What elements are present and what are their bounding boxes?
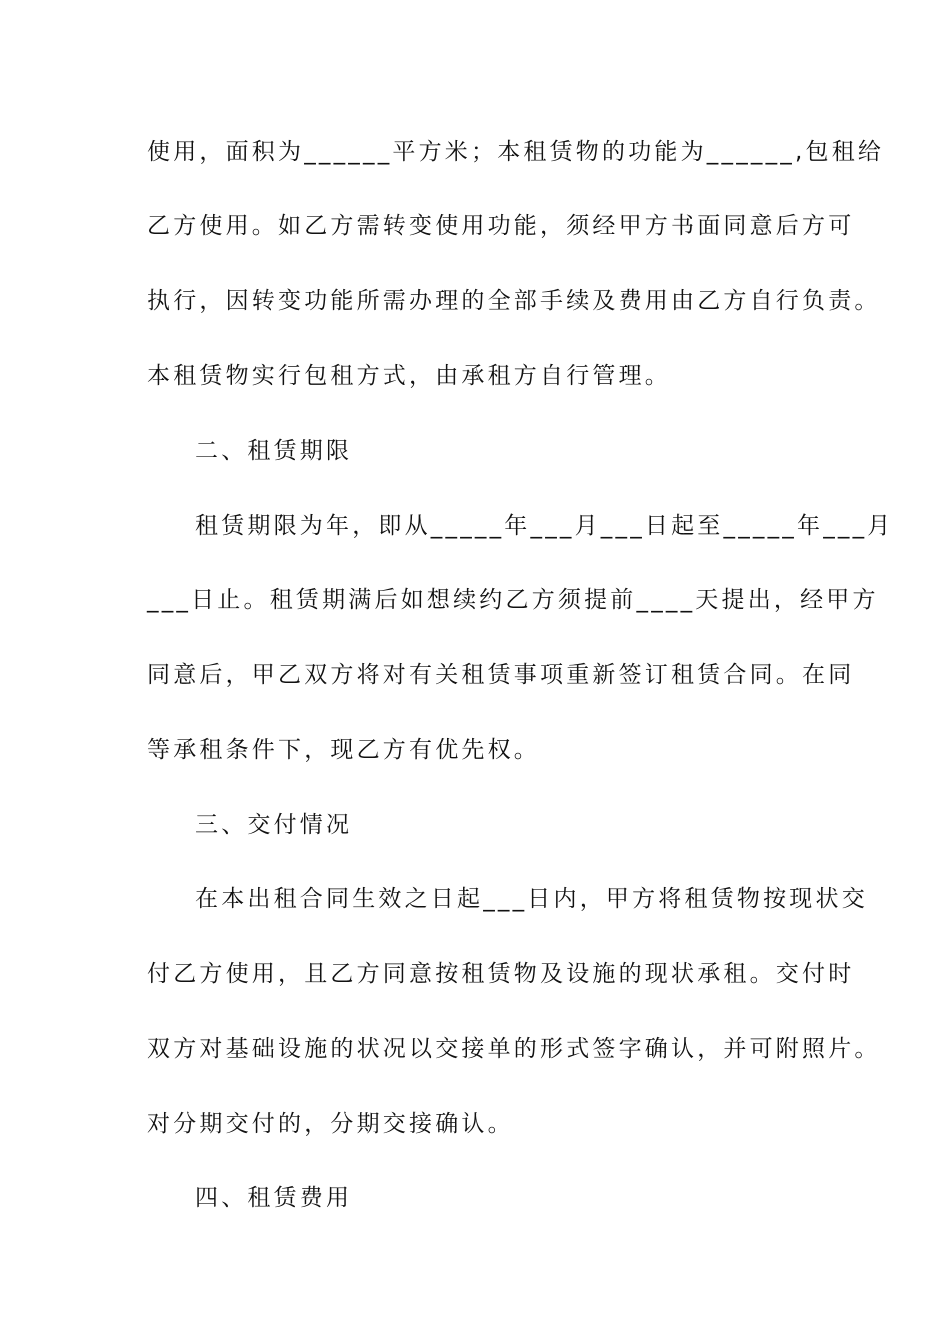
paragraph-line: 乙方使用。如乙方需转变使用功能，须经甲方书面同意后方可: [147, 213, 855, 239]
paragraph-line: 执行，因转变功能所需办理的全部手续及费用由乙方自行负责。: [147, 288, 881, 314]
paragraph-line: 租赁期限为年，即从_____年___月___日起至_____年___月: [195, 513, 894, 539]
paragraph-line: 双方对基础设施的状况以交接单的形式签字确认，并可附照片。: [147, 1036, 881, 1062]
paragraph-line: 本租赁物实行包租方式，由承租方自行管理。: [147, 363, 671, 389]
paragraph-line: ___日止。租赁期满后如想续约乙方须提前____天提出，经甲方: [147, 587, 879, 613]
paragraph-line: 对分期交付的，分期交接确认。: [147, 1111, 514, 1137]
paragraph-line: 同意后，甲乙双方将对有关租赁事项重新签订租赁合同。在同: [147, 662, 855, 688]
section-heading: 二、租赁期限: [195, 438, 353, 464]
section-heading: 三、交付情况: [195, 812, 353, 838]
paragraph-line: 付乙方使用，且乙方同意按租赁物及设施的现状承租。交付时: [147, 961, 855, 987]
paragraph-line: 在本出租合同生效之日起___日内，甲方将租赁物按现状交: [195, 886, 868, 912]
paragraph-line: 等承租条件下，现乙方有优先权。: [147, 737, 540, 763]
paragraph-line: 使用，面积为______平方米；本租赁物的功能为______,包租给: [147, 139, 885, 165]
section-heading: 四、租赁费用: [195, 1185, 353, 1211]
